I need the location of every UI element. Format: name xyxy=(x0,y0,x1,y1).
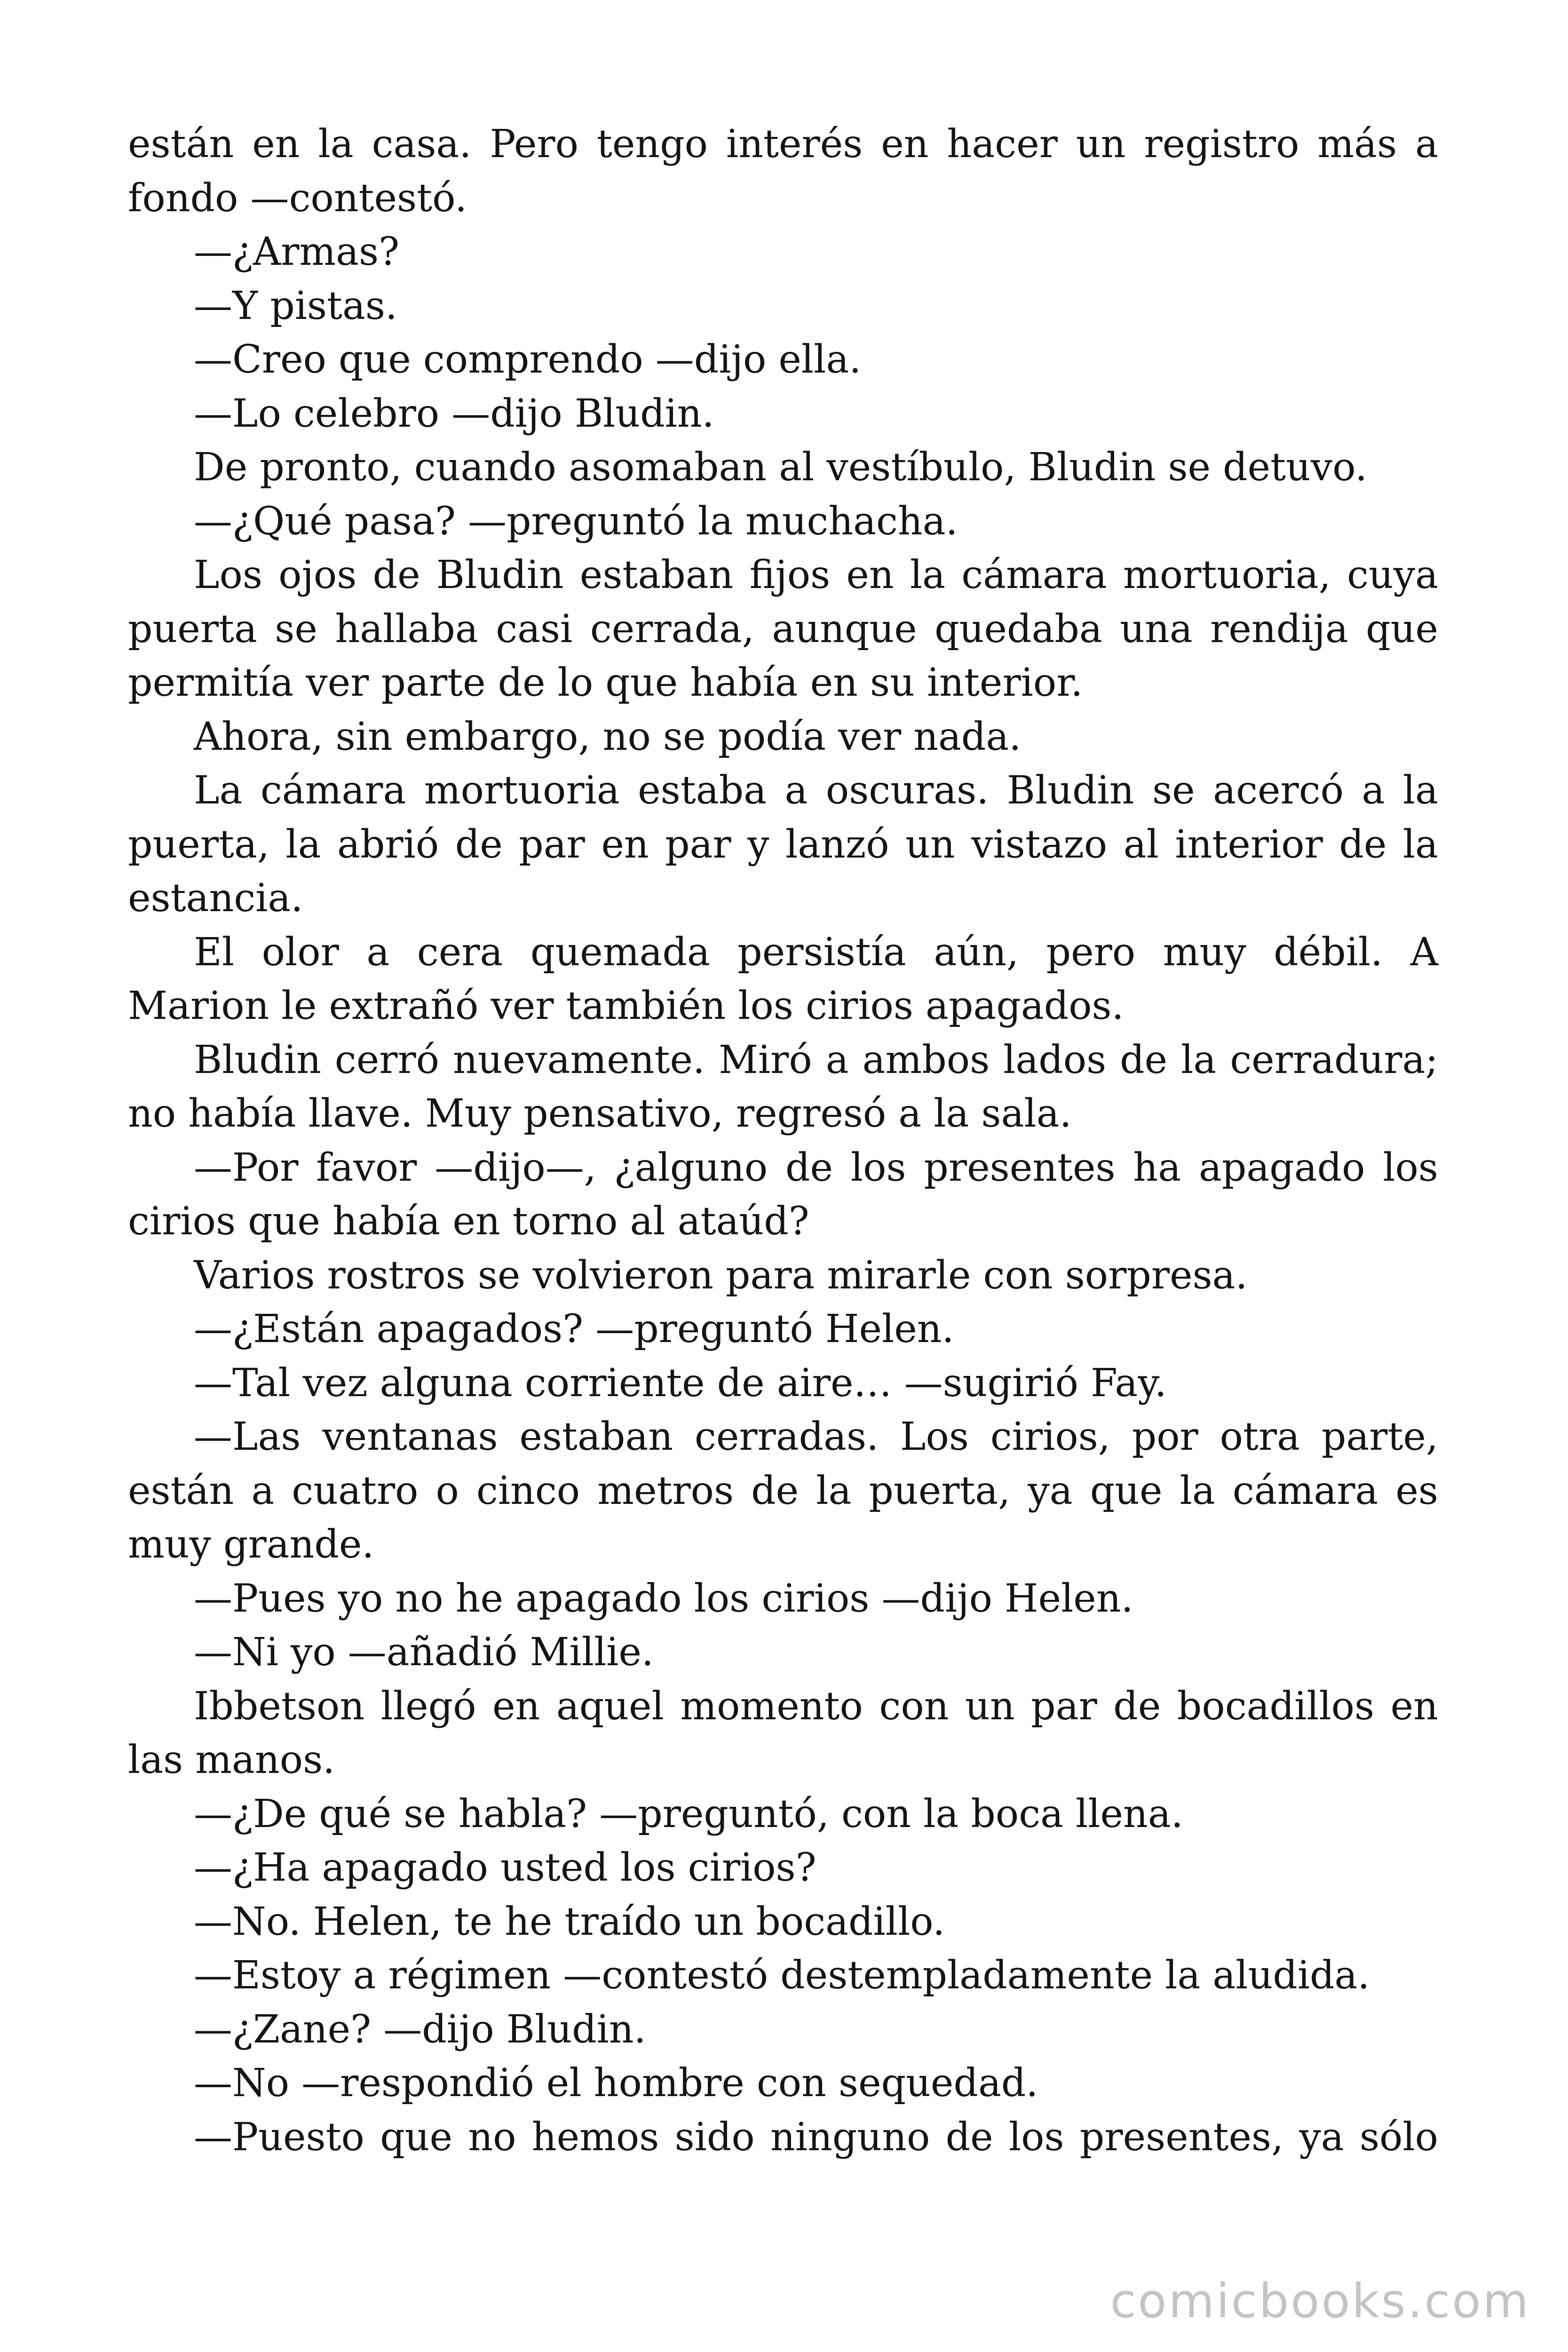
paragraph: De pronto, cuando asomaban al vestíbulo, Bludin se detuvo. xyxy=(194,445,1368,490)
paragraph: Bludin cerró nuevamente. Miró a ambos lados de la cerradura; no había llave. Muy pensativo, regresó a la sala. xyxy=(128,1037,1438,1136)
paragraph: —Creo que comprendo —dijo ella. xyxy=(194,337,862,382)
paragraph: —Estoy a régimen —contestó destempladamente la aludida. xyxy=(194,1953,1370,1998)
paragraph: Los ojos de Bludin estaban fijos en la cámara mortuoria, cuya puerta se hallaba casi cerrada, aunque quedaba una rendija que permitía ver parte de lo que había en su interior. xyxy=(128,553,1438,705)
paragraph: Ibbetson llegó en aquel momento con un par de bocadillos en las manos. xyxy=(128,1684,1438,1782)
paragraph: Ahora, sin embargo, no se podía ver nada. xyxy=(194,714,1022,759)
paragraph: están en la casa. Pero tengo interés en hacer un registro más a fondo —contestó. xyxy=(128,122,1438,221)
paragraph: Varios rostros se volvieron para mirarle con sorpresa. xyxy=(194,1253,1248,1298)
paragraph: —Lo celebro —dijo Bludin. xyxy=(194,391,714,436)
paragraph: El olor a cera quemada persistía aún, pero muy débil. A Marion le extrañó ver también los cirios apagados. xyxy=(128,930,1438,1028)
paragraph: —Pues yo no he apagado los cirios —dijo Helen. xyxy=(194,1576,1133,1621)
paragraph: —No —respondió el hombre con sequedad. xyxy=(194,2061,1038,2106)
page-text xyxy=(128,118,1438,2164)
paragraph: —Puesto que no hemos sido ninguno de los presentes, ya sólo xyxy=(194,2114,1438,2160)
paragraph: —Tal vez alguna corriente de aire… —sugirió Fay. xyxy=(194,1360,1167,1406)
paragraph: —¿Armas? xyxy=(194,230,400,274)
paragraph: —¿Qué pasa? —preguntó la muchacha. xyxy=(194,499,958,544)
paragraph: La cámara mortuoria estaba a oscuras. Bludin se acercó a la puerta, la abrió de par en par y lanzó un vistazo al interior de la estancia. xyxy=(128,768,1438,921)
paragraph: —No. Helen, te he traído un bocadillo. xyxy=(194,1899,945,1944)
paragraph: —¿Están apagados? —preguntó Helen. xyxy=(194,1307,954,1351)
paragraph: —Y pistas. xyxy=(194,283,397,328)
paragraph: —Por favor —dijo—, ¿alguno de los presentes ha apagado los cirios que había en torno al ataúd? xyxy=(128,1145,1438,1244)
paragraph: —Las ventanas estaban cerradas. Los cirios, por otra parte, están a cuatro o cinco metros de la puerta, ya que la cámara es muy grande. xyxy=(128,1414,1438,1567)
paragraph: —Ni yo —añadió Millie. xyxy=(194,1630,654,1675)
paragraph: —¿Ha apagado usted los cirios? xyxy=(194,1845,816,1890)
paragraph: —¿Zane? —dijo Bludin. xyxy=(194,2007,646,2052)
watermark: comicbooks.com xyxy=(1110,2273,1530,2328)
paragraph: —¿De qué se habla? —preguntó, con la boca llena. xyxy=(194,1791,1183,1836)
